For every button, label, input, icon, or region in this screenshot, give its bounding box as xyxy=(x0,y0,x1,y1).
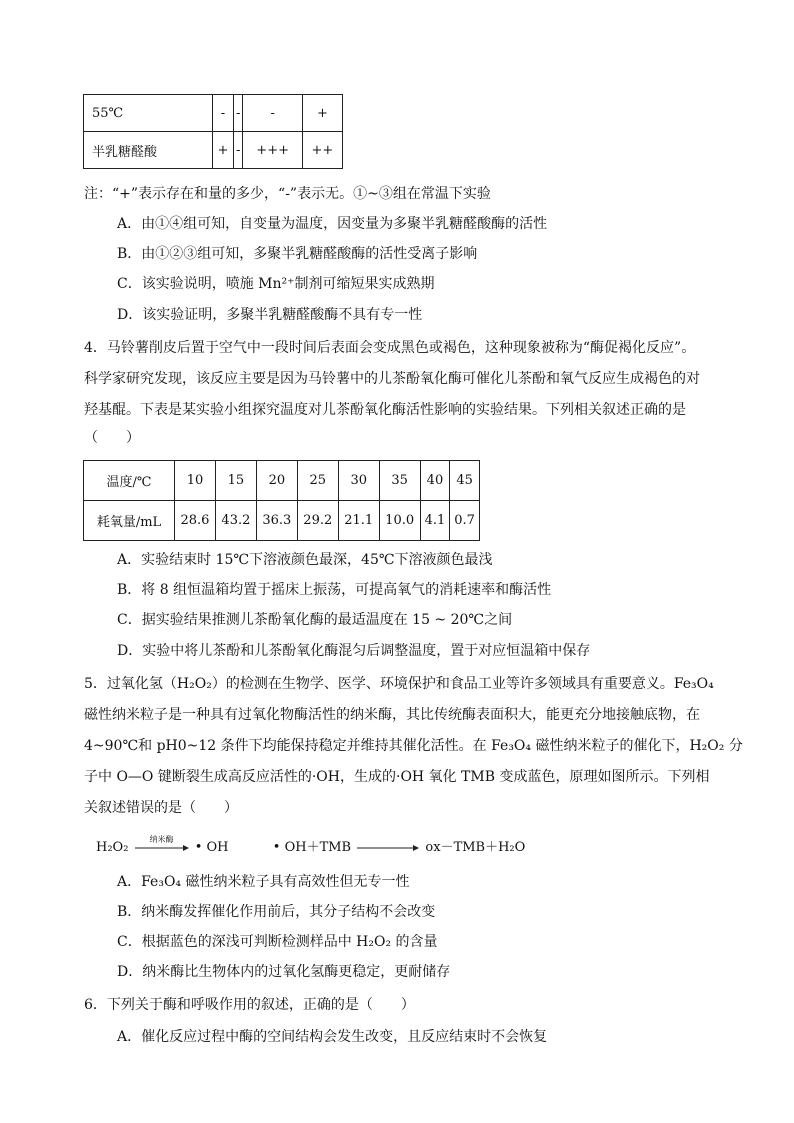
q5-option-d: D．纳米酶比生物体内的过氧化氢酶更稳定，更耐储存 xyxy=(117,964,451,980)
q3-option-b: B．由①②③组可知，多聚半乳糖醛酸酶的活性受离子影响 xyxy=(117,246,478,262)
table-cell: 10.0 xyxy=(379,501,420,541)
q6-stem: 6．下列关于酶和呼吸作用的叙述，正确的是（ ） xyxy=(84,997,415,1013)
table-cell: 20 xyxy=(256,461,297,501)
table-cell: 25 xyxy=(297,461,338,501)
q6-option-a: A．催化反应过程中酶的空间结构会发生改变，且反应结束时不会恢复 xyxy=(117,1029,548,1045)
table-cell: + xyxy=(213,132,234,169)
row-label: 55℃ xyxy=(84,95,213,132)
table-cell: 10 xyxy=(175,461,216,501)
q4-option-a: A．实验结束时 15℃下溶液颜色最深，45℃下溶液颜色最浅 xyxy=(117,552,493,568)
formula-product: ox－TMB＋H₂O xyxy=(425,840,526,855)
table-row xyxy=(84,501,480,541)
table-cell: 29.2 xyxy=(297,501,338,541)
q4-stem-line: 羟基醌。下表是某实验小组探究温度对儿茶酚氧化酶活性影响的实验结果。下列相关叙述正确的是 xyxy=(84,402,686,418)
catalyzed-arrow xyxy=(135,834,189,852)
formula-reactant: • OH＋TMB xyxy=(272,840,352,855)
table-cell: + xyxy=(302,95,342,132)
row-label: 半乳糖醛酸 xyxy=(84,132,213,169)
q5-option-a: A．Fe₃O₄ 磁性纳米粒子具有高效性但无专一性 xyxy=(117,874,410,890)
table-cell: ++ xyxy=(302,132,342,169)
q5-stem-line: 5．过氧化氢（H₂O₂）的检测在生物学、医学、环境保护和食品工业等许多领域具有重要意义。Fe₃O₄ xyxy=(84,676,714,692)
q3-note: 注：“+”表示存在和量的多少，“-”表示无。①~③组在常温下实验 xyxy=(84,186,491,202)
experiment-table-continued xyxy=(83,94,343,169)
row-label: 温度/℃ xyxy=(84,461,175,501)
formula-reactant: H₂O₂ xyxy=(96,840,129,855)
table-cell: 15 xyxy=(215,461,256,501)
catalyst-label: 纳米酶 xyxy=(149,834,174,844)
table-cell: - xyxy=(243,95,302,132)
reaction-formula xyxy=(96,836,525,855)
row-label: 耗氧量/mL xyxy=(84,501,175,541)
q4-answer-paren: （ ） xyxy=(84,430,140,446)
q3-option-c: C．该实验说明，喷施 Mn²⁺制剂可缩短果实成熟期 xyxy=(117,276,435,292)
table-cell: - xyxy=(233,95,243,132)
table-cell: +++ xyxy=(243,132,302,169)
q5-option-b: B．纳米酶发挥催化作用前后，其分子结构不会改变 xyxy=(117,904,436,920)
table-cell: 21.1 xyxy=(338,501,379,541)
table-row xyxy=(84,132,343,169)
arrow-right-icon xyxy=(135,844,189,852)
table-cell: 45 xyxy=(450,461,480,501)
table-cell: 40 xyxy=(420,461,450,501)
table-cell: 35 xyxy=(379,461,420,501)
reaction-arrow xyxy=(357,844,419,852)
q4-option-c: C．据实验结果推测儿茶酚氧化酶的最适温度在 15 ~ 20℃之间 xyxy=(117,612,513,628)
q4-stem-line: 科学家研究发现，该反应主要是因为马铃薯中的儿茶酚氧化酶可催化儿茶酚和氧气反应生成褐色的对 xyxy=(84,371,700,387)
formula-product: • OH xyxy=(194,840,229,855)
q3-option-a: A．由①④组可知，自变量为温度，因变量为多聚半乳糖醛酸酶的活性 xyxy=(117,216,548,232)
q4-option-d: D．实验中将儿茶酚和儿茶酚氧化酶混匀后调整温度，置于对应恒温箱中保存 xyxy=(117,643,591,659)
table-cell: 0.7 xyxy=(450,501,480,541)
table-row xyxy=(84,461,480,501)
temperature-oxygen-table xyxy=(83,460,480,541)
table-cell: - xyxy=(213,95,234,132)
q5-option-c: C．根据蓝色的深浅可判断检测样品中 H₂O₂ 的含量 xyxy=(117,934,438,950)
table-cell: 30 xyxy=(338,461,379,501)
q4-stem-line: 4．马铃薯削皮后置于空气中一段时间后表面会变成黑色或褐色，这种现象被称为“酶促褐化反应”。 xyxy=(84,340,696,356)
q4-option-b: B．将 8 组恒温箱均置于摇床上振荡，可提高氧气的消耗速率和酶活性 xyxy=(117,582,552,598)
q3-option-d: D．该实验证明，多聚半乳糖醛酸酶不具有专一性 xyxy=(117,307,423,323)
table-cell: - xyxy=(233,132,243,169)
q5-stem-line: 关叙述错误的是（ ） xyxy=(84,800,238,816)
table-cell: 28.6 xyxy=(175,501,216,541)
q5-stem-line: 子中 O—O 键断裂生成高反应活性的·OH，生成的·OH 氧化 TMB 变成蓝色，原理如图所示。下列相 xyxy=(84,769,710,785)
arrow-right-icon xyxy=(357,844,419,852)
table-row xyxy=(84,95,343,132)
table-cell: 36.3 xyxy=(256,501,297,541)
q5-stem-line: 4~90℃和 pH0~12 条件下均能保持稳定并维持其催化活性。在 Fe₃O₄ 磁性纳米粒子的催化下，H₂O₂ 分 xyxy=(84,738,743,754)
q5-stem-line: 磁性纳米粒子是一种具有过氧化物酶活性的纳米酶，其比传统酶表面积大，能更充分地接触底物，在 xyxy=(84,707,700,723)
table-cell: 4.1 xyxy=(420,501,450,541)
table-cell: 43.2 xyxy=(215,501,256,541)
